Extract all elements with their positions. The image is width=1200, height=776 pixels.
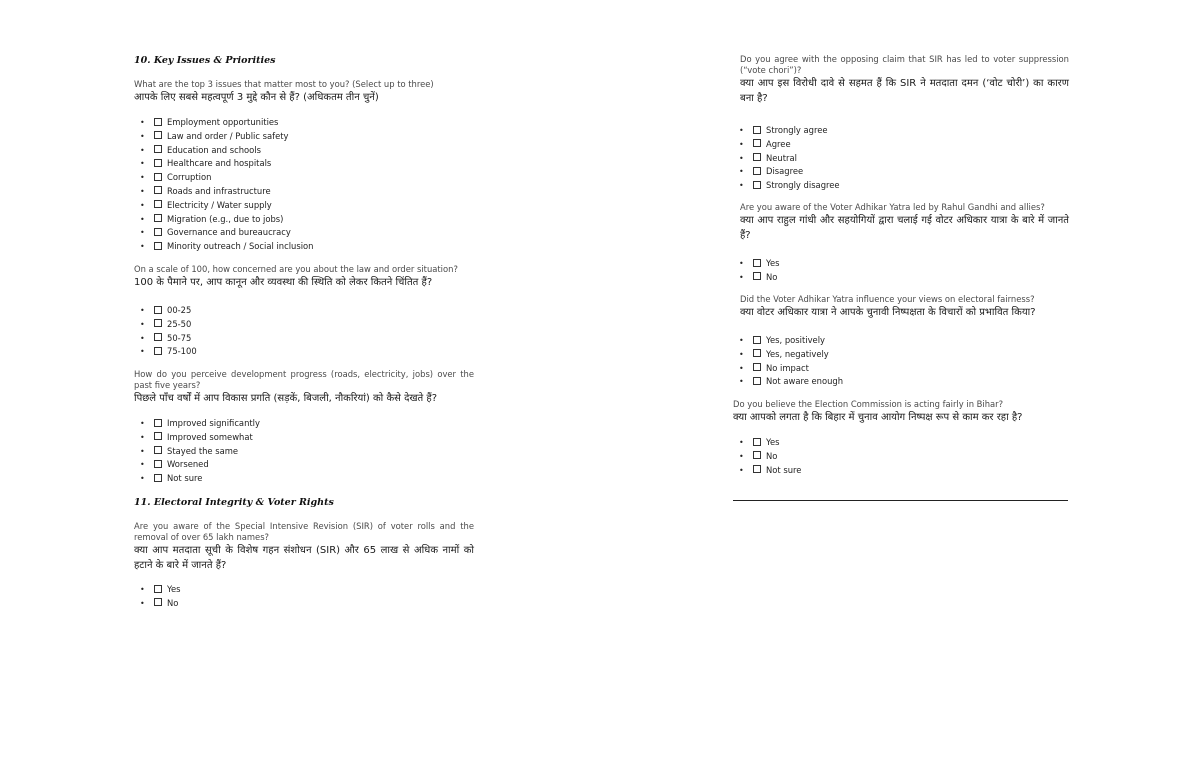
checkbox-icon[interactable] — [753, 139, 761, 147]
option-label: Neutral — [766, 152, 797, 163]
question-text-en: How do you perceive development progress (roads, electricity, jobs) over the past five years? — [134, 369, 474, 390]
bullet-icon: • — [739, 181, 744, 191]
checkbox-icon[interactable] — [753, 153, 761, 161]
bullet-icon: • — [739, 349, 744, 359]
option-label: Strongly disagree — [766, 180, 840, 191]
option-item[interactable] — [140, 332, 197, 346]
option-item[interactable] — [140, 458, 260, 472]
question-text-hi: पिछले पाँच वर्षों में आप विकास प्रगति (सड़कें, बिजली, नौकरियां) को कैसे देखते हैं? — [134, 393, 438, 404]
checkbox-icon[interactable] — [753, 336, 761, 344]
option-label: Agree — [766, 138, 791, 149]
bullet-icon: • — [739, 377, 744, 387]
bullet-icon: • — [140, 228, 145, 238]
bullet-icon: • — [140, 145, 145, 155]
option-label: Strongly agree — [766, 125, 828, 135]
option-item[interactable] — [140, 240, 313, 254]
option-item[interactable] — [140, 144, 313, 158]
question-text-hi: 100 के पैमाने पर, आप कानून और व्यवस्था की स्थिति को लेकर कितने चिंतित हैं? — [134, 277, 433, 288]
checkbox-icon[interactable] — [154, 446, 162, 454]
checkbox-icon[interactable] — [753, 363, 761, 371]
question-text-en: Are you aware of the Special Intensive Revision (SIR) of voter rolls and the removal of over 65 lakh names? — [134, 521, 474, 542]
option-item[interactable] — [140, 318, 197, 332]
option-item[interactable] — [739, 179, 840, 193]
option-label: No — [167, 597, 179, 608]
option-item[interactable] — [739, 152, 840, 166]
checkbox-icon[interactable] — [154, 598, 162, 606]
option-label: Yes, negatively — [766, 348, 829, 359]
options-election-commission — [739, 436, 801, 477]
option-item[interactable] — [739, 450, 801, 464]
option-item[interactable] — [140, 213, 313, 227]
option-label: Disagree — [766, 166, 804, 177]
checkbox-icon[interactable] — [154, 200, 162, 208]
option-item[interactable] — [739, 375, 843, 389]
question-top-issues — [134, 79, 474, 105]
option-item[interactable] — [140, 445, 260, 459]
question-text-hi: क्या आपको लगता है कि बिहार में चुनाव आयोग निष्पक्ष रूप से काम कर रहा है? — [733, 412, 1023, 423]
checkbox-icon[interactable] — [154, 585, 162, 593]
option-item[interactable] — [140, 116, 313, 130]
checkbox-icon[interactable] — [154, 173, 162, 181]
option-label: Yes — [766, 437, 780, 447]
option-item[interactable] — [140, 199, 313, 213]
option-item[interactable] — [739, 165, 840, 179]
bullet-icon: • — [739, 126, 744, 135]
option-label: Electricity / Water supply — [167, 199, 272, 210]
option-label: Education and schools — [167, 144, 261, 155]
option-item[interactable] — [140, 417, 260, 431]
checkbox-icon[interactable] — [753, 465, 761, 473]
bullet-icon: • — [140, 118, 145, 127]
question-text-en: What are the top 3 issues that matter most to you? (Select up to three) — [134, 79, 434, 89]
checkbox-icon[interactable] — [753, 181, 761, 189]
option-label: Improved somewhat — [167, 431, 253, 442]
option-label: Improved significantly — [167, 418, 260, 428]
option-item[interactable] — [739, 124, 840, 138]
bullet-icon: • — [140, 333, 145, 343]
bullet-icon: • — [140, 319, 145, 329]
option-item[interactable] — [739, 436, 801, 450]
checkbox-icon[interactable] — [154, 228, 162, 236]
option-item[interactable] — [739, 138, 840, 152]
checkbox-icon[interactable] — [154, 118, 162, 126]
question-yatra-influence — [733, 294, 1069, 320]
section-title-key-issues: 10. Key Issues & Priorities — [134, 55, 276, 66]
bullet-icon: • — [140, 598, 145, 608]
bullet-icon: • — [140, 214, 145, 224]
option-label: Not sure — [167, 473, 203, 484]
bullet-icon: • — [140, 460, 145, 470]
question-yatra-awareness — [733, 202, 1069, 243]
bullet-icon: • — [140, 306, 145, 315]
checkbox-icon[interactable] — [753, 349, 761, 357]
bullet-icon: • — [140, 419, 145, 428]
question-text-hi: क्या आप मतदाता सूची के विशेष गहन संशोधन (SIR) और 65 लाख से अधिक नामों को हटाने के बारे में जानते हैं? — [134, 545, 474, 571]
option-item[interactable] — [140, 345, 197, 359]
checkbox-icon[interactable] — [154, 474, 162, 482]
option-item[interactable] — [739, 362, 843, 376]
option-item[interactable] — [140, 583, 181, 597]
option-label: Not sure — [766, 464, 802, 475]
option-label: Minority outreach / Social inclusion — [167, 241, 314, 252]
option-item[interactable] — [739, 348, 843, 362]
section-title-electoral-integrity: 11. Electoral Integrity & Voter Rights — [134, 497, 334, 508]
bullet-icon: • — [739, 336, 744, 345]
option-label: Yes, positively — [766, 335, 825, 345]
option-label: Governance and bureaucracy — [167, 227, 291, 238]
question-development-progress — [134, 369, 474, 406]
options-yatra-awareness — [739, 257, 780, 285]
option-item[interactable] — [140, 130, 313, 144]
question-text-en: On a scale of 100, how concerned are you about the law and order situation? — [134, 264, 458, 274]
question-text-hi: क्या आप इस विरोधी दावे से सहमत हैं कि SIR ने मतदाता दमन (‘वोट चोरी’) का कारण बना है? — [740, 78, 1069, 104]
checkbox-icon[interactable] — [154, 319, 162, 327]
option-item[interactable] — [140, 171, 313, 185]
option-label: 25-50 — [167, 318, 192, 329]
bullet-icon: • — [739, 167, 744, 177]
checkbox-icon[interactable] — [753, 377, 761, 385]
question-text-en: Do you agree with the opposing claim that SIR has led to voter suppression (“vote chori”)? — [740, 54, 1069, 75]
checkbox-icon[interactable] — [753, 438, 761, 446]
bullet-icon: • — [140, 446, 145, 456]
option-label: Not aware enough — [766, 376, 844, 387]
option-item[interactable] — [739, 257, 780, 271]
option-label: Law and order / Public safety — [167, 130, 289, 141]
option-label: Worsened — [167, 459, 209, 470]
bullet-icon: • — [739, 259, 744, 268]
option-label: Corruption — [167, 172, 212, 183]
options-top-issues — [140, 116, 313, 254]
option-label: Stayed the same — [167, 445, 239, 456]
option-item[interactable] — [140, 226, 313, 240]
checkbox-icon[interactable] — [154, 432, 162, 440]
option-item[interactable] — [140, 472, 260, 486]
checkbox-icon[interactable] — [154, 460, 162, 468]
option-label: Yes — [766, 258, 780, 268]
bullet-icon: • — [140, 200, 145, 210]
option-item[interactable] — [140, 597, 181, 611]
option-label: 75-100 — [167, 346, 197, 357]
question-text-hi: आपके लिए सबसे महत्वपूर्ण 3 मुद्दे कौन से हैं? (अधिकतम तीन चुनें) — [134, 92, 379, 103]
option-item[interactable] — [140, 431, 260, 445]
bullet-icon: • — [140, 242, 145, 252]
option-label: No — [766, 450, 778, 461]
options-development-progress — [140, 417, 260, 486]
bullet-icon: • — [739, 451, 744, 461]
options-law-order-concern — [140, 304, 197, 359]
options-yatra-influence — [739, 334, 843, 389]
checkbox-icon[interactable] — [753, 167, 761, 175]
horizontal-rule — [733, 500, 1068, 501]
checkbox-icon[interactable] — [154, 159, 162, 167]
bullet-icon: • — [140, 432, 145, 442]
checkbox-icon[interactable] — [154, 242, 162, 250]
bullet-icon: • — [140, 186, 145, 196]
bullet-icon: • — [739, 139, 744, 149]
bullet-icon: • — [140, 159, 145, 169]
question-text-hi: क्या वोटर अधिकार यात्रा ने आपके चुनावी निष्पक्षता के विचारों को प्रभावित किया? — [740, 307, 1036, 318]
bullet-icon: • — [739, 363, 744, 373]
checkbox-icon[interactable] — [753, 272, 761, 280]
question-text-en: Do you believe the Election Commission is acting fairly in Bihar? — [733, 399, 1004, 409]
option-label: No impact — [766, 362, 809, 373]
option-label: Employment opportunities — [167, 117, 279, 127]
option-label: Roads and infrastructure — [167, 185, 271, 196]
options-sir-awareness — [140, 583, 181, 611]
options-vote-chori-claim — [739, 124, 840, 193]
bullet-icon: • — [739, 272, 744, 282]
option-item[interactable] — [140, 304, 197, 318]
question-text-hi: क्या आप राहुल गांधी और सहयोगियों द्वारा चलाई गई वोटर अधिकार यात्रा के बारे में जानते हैं? — [740, 215, 1069, 241]
bullet-icon: • — [739, 153, 744, 163]
option-item[interactable] — [140, 185, 313, 199]
question-text-en: Are you aware of the Voter Adhikar Yatra led by Rahul Gandhi and allies? — [740, 202, 1045, 212]
question-election-commission — [733, 399, 1069, 425]
bullet-icon: • — [739, 465, 744, 475]
option-label: Healthcare and hospitals — [167, 158, 272, 169]
option-label: 00-25 — [167, 305, 192, 315]
option-item[interactable] — [739, 334, 843, 348]
checkbox-icon[interactable] — [154, 347, 162, 355]
checkbox-icon[interactable] — [753, 259, 761, 267]
checkbox-icon[interactable] — [154, 186, 162, 194]
checkbox-icon[interactable] — [154, 306, 162, 314]
checkbox-icon[interactable] — [154, 145, 162, 153]
option-item[interactable] — [739, 271, 780, 285]
checkbox-icon[interactable] — [154, 419, 162, 427]
option-label: Migration (e.g., due to jobs) — [167, 213, 284, 224]
bullet-icon: • — [140, 585, 145, 594]
question-law-order-concern — [134, 264, 474, 290]
option-item[interactable] — [739, 464, 801, 478]
question-vote-chori-claim — [733, 54, 1069, 106]
checkbox-icon[interactable] — [154, 131, 162, 139]
checkbox-icon[interactable] — [154, 214, 162, 222]
checkbox-icon[interactable] — [154, 333, 162, 341]
option-item[interactable] — [140, 157, 313, 171]
question-text-en: Did the Voter Adhikar Yatra influence your views on electoral fairness? — [740, 294, 1035, 304]
question-sir-awareness — [134, 521, 474, 573]
bullet-icon: • — [140, 131, 145, 141]
bullet-icon: • — [140, 474, 145, 484]
option-label: No — [766, 271, 778, 282]
bullet-icon: • — [140, 173, 145, 183]
checkbox-icon[interactable] — [753, 126, 761, 134]
option-label: Yes — [167, 584, 181, 594]
bullet-icon: • — [739, 438, 744, 447]
checkbox-icon[interactable] — [753, 451, 761, 459]
bullet-icon: • — [140, 347, 145, 357]
option-label: 50-75 — [167, 332, 192, 343]
